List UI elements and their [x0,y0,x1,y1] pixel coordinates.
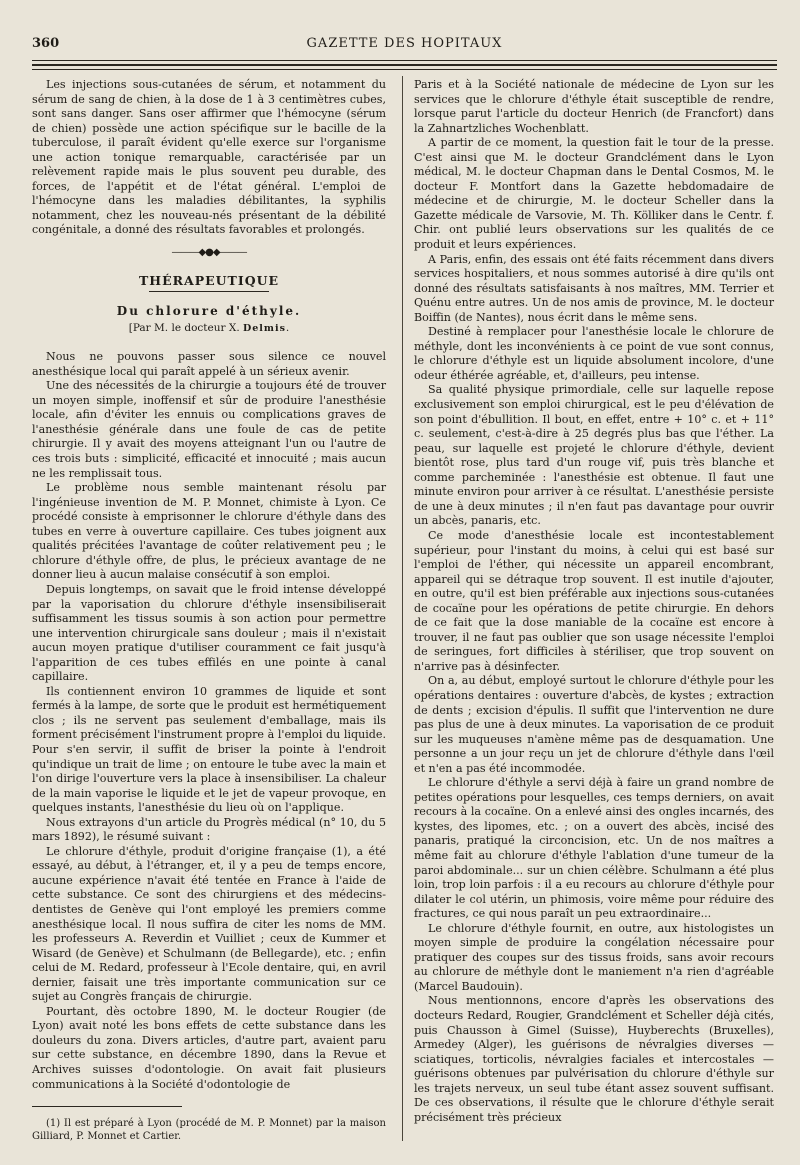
article-paragraph: Nous ne pouvons passer sous silence ce nouvel anesthésique local qui paraît appelé à un sérieux avenir. [32,350,386,378]
byline-prefix: [Par M. le docteur X. [128,321,244,334]
footnote: (1) Il est préparé à Lyon (procédé de M. P. Monnet) par la maison Gilliard, P. Monnet et Cartier. [32,1118,386,1143]
article-paragraph: Pourtant, dès octobre 1890, M. le docteur Rougier (de Lyon) avait noté les bons effets de cette substance dans les douleurs du zona. Divers articles, d'autre part, avaient paru sur cette substance, en décembre 1890, dans la Revue et Archives suisses d'odontologie. On avait fait plusieurs communications à la Société d'odontologie de [32,1004,386,1091]
article-paragraph: Le chlorure d'éthyle fournit, en outre, aux histologistes un moyen simple de produire la congélation nécessaire pour pratiquer des coupes sur des tissus froids, sans avoir recours au chlorure de méthyle dont le maniement n'a rien d'agréable (Marcel Baudouin). [414,921,774,993]
column-divider [402,76,403,1141]
article-paragraph: Paris et à la Société nationale de médecine de Lyon sur les services que le chlorure d'éthyle était susceptible de rendre, lorsque parut l'article du docteur Henrich (de Francfort) dans la Zahnartzliches Wochenblatt. [414,78,774,135]
section-ornament: ———◆●◆——— [171,247,247,259]
article-paragraph: Le problème nous semble maintenant résolu par l'ingénieuse invention de M. P. Monnet, chimiste à Lyon. Ce procédé consiste à emprisonner le chlorure d'éthyle dans des tubes en verre à ouverture capillaire. Ces tubes joignent aux qualités précitées l'avantage de coûter relativement peu ; le chlorure d'éthyle offre, de plus, le précieux avantage de ne donner lieu à aucun malaise consécutif à son emploi. [32,481,386,582]
article-paragraph: On a, au début, employé surtout le chlorure d'éthyle pour les opérations dentaires : ouverture d'abcès, de kystes ; extraction de dents ; excision d'épulis. Il suffit que l'intervention ne dure pas plus de une à deux minutes. La vaporisation de ce produit sur les muqueuses n'amène même pas de desquamation. Une personne a un jour reçu un jet de chlorure d'éthyle dans l'œil et n'en a pas été incommodée. [414,674,774,775]
article-paragraph: Une des nécessités de la chirurgie a toujours été de trouver un moyen simple, inoffensif et sûr de produire l'anesthésie locale, afin d'éviter les ennuis ou complications graves de l'anesthésie générale dans une foule de cas de petite chirurgie. Il y avait des moyens atteignant l'un ou l'autre de ces trois buts : simplicité, efficacité et innocuité ; mais aucun ne les remplissait tous. [32,379,386,480]
header-rule-middle [32,64,777,66]
article-title: Du chlorure d'éthyle. [116,304,302,319]
article-paragraph: A Paris, enfin, des essais ont été faits récemment dans divers services hospitaliers, et nous sommes autorisé à dire qu'ils ont donné des résultats satisfaisants à nos maîtres, MM. Terrier et Quénu entre autres. Un de nos amis de province, M. le docteur Boiffin (de Nantes), nous écrit dans le même sens. [414,252,774,324]
byline-suffix: . [285,321,290,334]
intro-paragraph: Les injections sous-cutanées de sérum, et notamment du sérum de sang de chien, à la dose de 1 à 3 centimètres cubes, sont sans danger. Sans oser affirmer que l'hémocyne (sérum de chien) possède une action spécifique sur le bacille de la tuberculose, il paraît évident qu'elle exerce sur l'organisme une action tonique remarquable, caractérisée par un relèvement rapide mais le plus souvent peu durable, des forces, de l'appétit et de l'état général. L'emploi de l'hémocyne dans les maladies débilitantes, la syphilis notamment, chez les nouveau-nés présentant de la débilité congénitale, a donné des résultats favorables et prolongés. [32,78,386,237]
section-title [32,274,386,293]
article-paragraph: Le chlorure d'éthyle a servi déjà à faire un grand nombre de petites opérations pour lesquelles, ces temps derniers, on avait recours à la cocaïne. On a enlevé ainsi des ongles incarnés, des kystes, des lipomes, etc. ; on a ouvert des abcès, incisé des panaris, pratiqué la circoncision, etc. Un de nos maîtres a même fait au chlorure d'éthyle l'ablation d'une tumeur de la paroi abdominale... sur un chien célèbre. Schulmann a été plus loin, trop loin parfois : il a eu recours au chlorure d'éthyle pour dilater le col utérin, un phimosis, voire même pour réduire des fractures, ce qui nous paraît un peu extraordinaire... [414,776,774,921]
page-header [32,36,777,56]
article-paragraph: Ce mode d'anesthésie locale est incontestablement supérieur, pour l'instant du moins, à celui qui est basé sur l'emploi de l'éther, qui nécessite un appareil encombrant, appareil qui se détraque trop souvent. Il est inutile d'ajouter, en outre, qu'il est bien préférable aux injections sous-cutanées de cocaïne pour les opérations de petite chirurgie. En dehors de ce fait que la dose maniable de la cocaïne est encore à trouver, il ne faut pas oublier que son usage nécessite l'emploi de seringues, fort difficiles à stériliser, que trop souvent on n'arrive pas à désinfecter. [414,528,774,673]
running-title: GAZETTE DES HOPITAUX [306,36,503,51]
header-rule-bottom [32,69,777,70]
article-paragraph: A partir de ce moment, la question fait le tour de la presse. C'est ainsi que M. le docteur Grandclément dans le Lyon médical, M. le docteur Chapman dans le Dental Cosmos, M. le docteur F. Montfort dans la Gazette hebdomadaire de médecine et de chirurgie, M. le docteur Scheller dans la Gazette médicale de Varsovie, M. Th. Kölliker dans le Centr. f. Chir. ont publié leurs observations sur les qualités de ce produit et leurs expériences. [414,136,774,252]
article-byline [32,321,386,337]
article-paragraph: Le chlorure d'éthyle, produit d'origine française (1), a été essayé, au début, à l'étranger, et, il y a peu de temps encore, aucune expérience n'avait été tentée en France à l'aide de cette substance. Ce sont des chirurgiens et des médecins-dentistes de Genève qui l'ont employé les premiers comme anesthésique local. Il nous suffira de citer les noms de MM. les professeurs A. Reverdin et Vuilliet ; ceux de Kummer et Wisard (de Genève) et Schulmann (de Bellegarde), etc. ; enfin celui de M. Redard, professeur à l'Ecole dentaire, qui, en avril dernier, faisait une très importante communication sur ce sujet au Congrès français de chirurgie. [32,844,386,1004]
article-paragraph: Ils contiennent environ 10 grammes de liquide et sont fermés à la lampe, de sorte que le produit est hermétiquement clos ; ils ne servent pas seulement d'emballage, mais ils forment précisément l'instrument propre à l'emploi du liquide. Pour s'en servir, il suffit de briser la pointe à l'endroit qu'indique un trait de lime ; on entoure le tube avec la main et l'on dirige l'ouverture vers la place à insensibiliser. La chaleur de la main vaporise le liquide et le jet de vapeur provoque, en quelques instants, l'anesthésie du lieu où on l'applique. [32,684,386,815]
section-title-underline [149,291,269,292]
article-paragraph: Nous mentionnons, encore d'après les observations des docteurs Redard, Rougier, Grandclément et Scheller déjà cités, puis Chausson à Gimel (Suisse), Huyberechts (Bruxelles), Armedey (Alger), les guérisons de névralgies diverses — sciatiques, torticolis, névralgies faciales et intercostales — guérisons obtenues par pulvérisation du chlorure d'éthyle sur les trajets nerveux, un seul tube étant assez souvent suffisant. De ces observations, il résulte que le chlorure d'éthyle serait précisément très précieux [414,994,774,1124]
article-paragraph: Sa qualité physique primordiale, celle sur laquelle repose exclusivement son emploi chirurgical, est le peu d'élévation de son point d'ébullition. Il bout, en effet, entre + 10° c. et + 11° c. seulement, c'est-à-dire à 25 degrés plus bas que l'éther. La peau, sur laquelle est projeté le chlorure d'éthyle, devient bientôt rose, plus tard d'un rouge vif, puis très blanche et comme parcheminée : l'anesthésie est obtenue. Il faut une minute environ pour arriver à ce résultat. L'anesthésie persiste de une à deux minutes ; il n'en faut pas davantage pour ouvrir un abcès, panaris, etc. [414,383,774,528]
byline-author: Delmis [243,322,286,334]
page-number: 360 [32,36,60,51]
article-paragraph: Depuis longtemps, on savait que le froid intense développé par la vaporisation du chlorure d'éthyle insensibiliserait suffisamment les tissus soumis à son action pour permettre une intervention chirurgicale sans douleur ; mais il n'existait aucun moyen pratique d'utiliser couramment ce fait jusqu'à l'apparition de ces tubes effilés en une pointe à canal capillaire. [32,582,386,684]
section-title-text: THÉRAPEUTIQUE [138,272,280,288]
left-column [32,78,386,1143]
article-paragraph: Nous extrayons d'un article du Progrès médical (n° 10, du 5 mars 1892), le résumé suivant : [32,815,386,844]
footnote-rule [32,1106,182,1107]
article-paragraph: Destiné à remplacer pour l'anesthésie locale le chlorure de méthyle, dont les inconvénients à ce point de vue sont connus, le chlorure d'éthyle est un liquide absolument incolore, d'une odeur éthérée agréable, et, d'ailleurs, peu intense. [414,325,774,382]
header-rule-top [32,60,777,61]
right-column [414,78,774,1125]
